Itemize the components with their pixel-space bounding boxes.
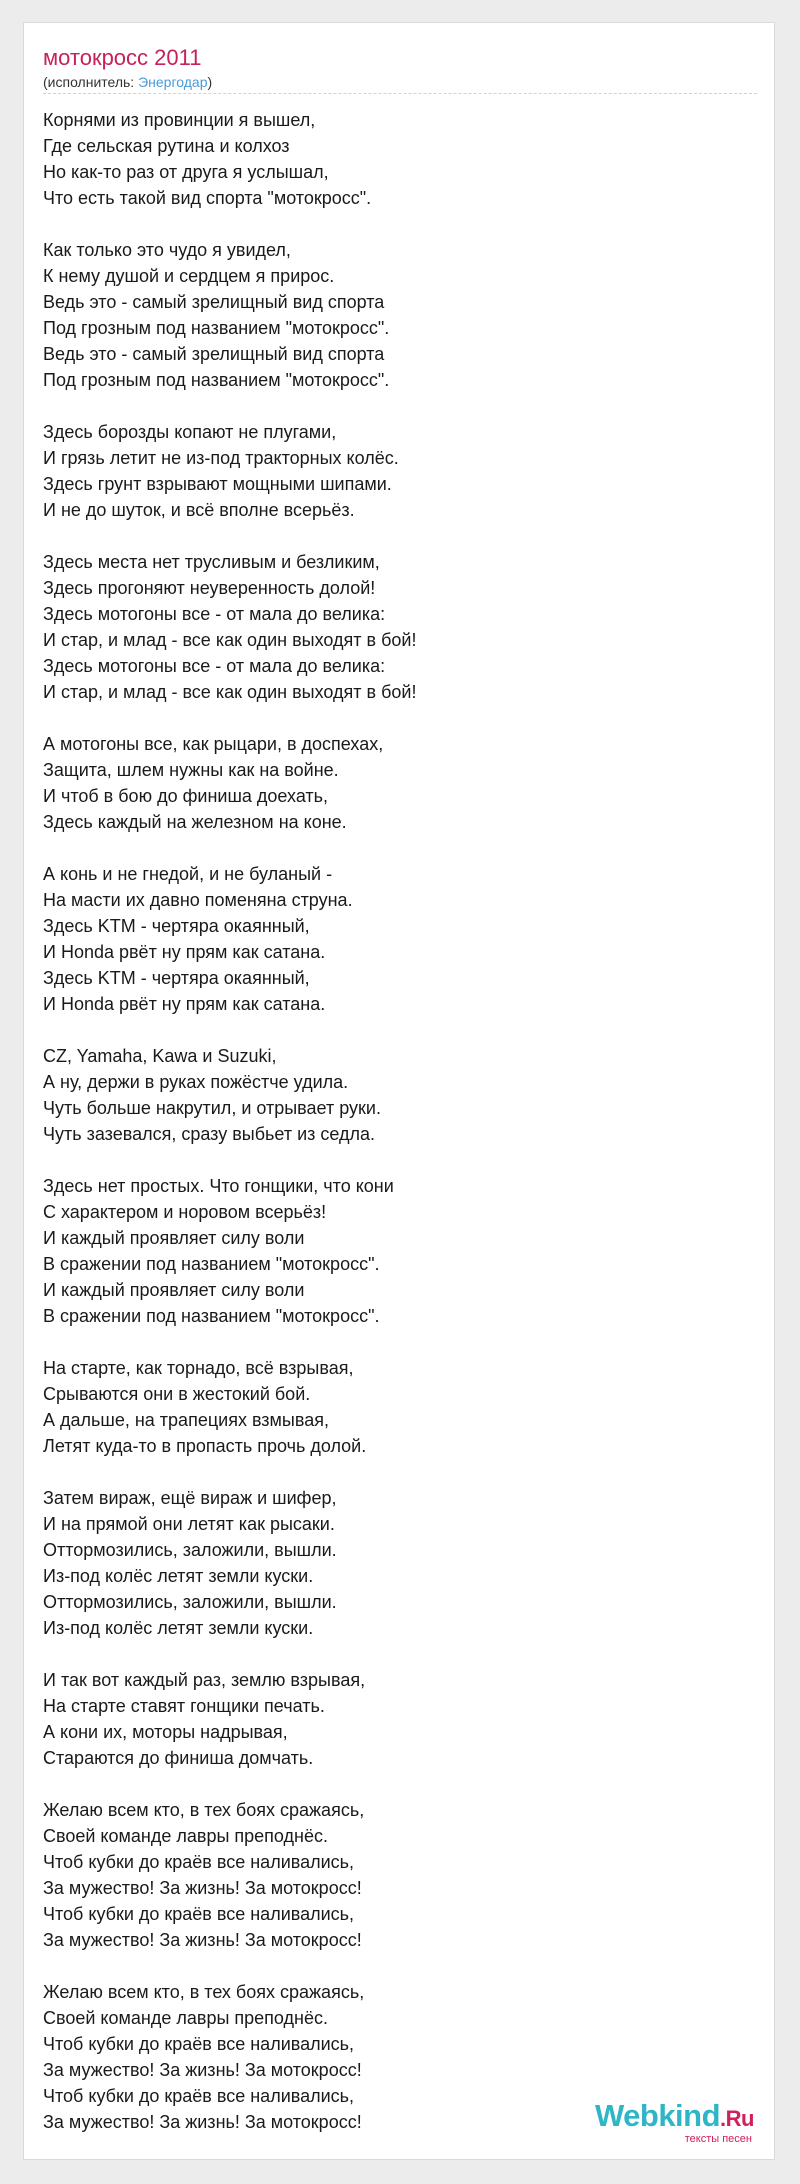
lyric-line: Здесь мотогоны все - от мала до велика:	[43, 656, 386, 676]
title-divider	[43, 93, 757, 94]
lyric-line: Как только это чудо я увидел,	[43, 240, 291, 260]
lyric-line: И стар, и млад - все как один выходят в бой!	[43, 682, 417, 702]
lyric-line: Из-под колёс летят земли куски.	[43, 1566, 314, 1586]
lyric-line: За мужество! За жизнь! За мотокросс!	[43, 1930, 362, 1950]
lyric-line: И чтоб в бою до финиша доехать,	[43, 786, 329, 806]
lyric-line: К нему душой и сердцем я прирос.	[43, 266, 335, 286]
lyric-line: Здесь прогоняют неуверенность долой!	[43, 578, 376, 598]
lyric-line: Летят куда-то в пропасть прочь долой.	[43, 1436, 367, 1456]
lyric-line: Чуть больше накрутил, и отрывает руки.	[43, 1098, 381, 1118]
lyric-line: Здесь грунт взрывают мощными шипами.	[43, 474, 392, 494]
artist-line	[43, 73, 212, 91]
artist-link[interactable]: Энергодар	[138, 74, 208, 90]
lyric-line: Где сельская рутина и колхоз	[43, 136, 290, 156]
stanza	[43, 1355, 743, 1459]
lyric-line: Здесь каждый на железном на коне.	[43, 812, 347, 832]
lyric-line: И стар, и млад - все как один выходят в бой!	[43, 630, 417, 650]
lyric-line: Здесь KTM - чертяра окаянный,	[43, 916, 310, 936]
lyrics-body	[43, 107, 743, 2161]
lyric-line: А кони их, моторы надрывая,	[43, 1722, 288, 1742]
lyric-line: И так вот каждый раз, землю взрывая,	[43, 1670, 366, 1690]
lyric-line: Ведь это - самый зрелищный вид спорта	[43, 292, 385, 312]
lyric-line: А конь и не гнедой, и не буланый -	[43, 864, 333, 884]
lyric-line: И каждый проявляет силу воли	[43, 1280, 305, 1300]
stanza	[43, 1797, 743, 1953]
lyric-line: В сражении под названием "мотокросс".	[43, 1254, 380, 1274]
brand-name: Webkind	[594, 2098, 721, 2133]
lyric-line: Чтоб кубки до краёв все наливались,	[43, 2086, 355, 2106]
brand-wordmark	[595, 2100, 754, 2135]
lyric-line: CZ, Yamaha, Kawa и Suzuki,	[43, 1046, 277, 1066]
lyric-line: Оттормозились, заложили, вышли.	[43, 1592, 337, 1612]
stanza	[43, 861, 743, 1017]
lyric-line: За мужество! За жизнь! За мотокросс!	[43, 2060, 362, 2080]
lyric-line: Под грозным под названием "мотокросс".	[43, 370, 390, 390]
lyric-line: С характером и норовом всерьёз!	[43, 1202, 327, 1222]
lyric-line: Из-под колёс летят земли куски.	[43, 1618, 314, 1638]
artist-suffix: )	[207, 74, 213, 90]
lyric-line: Здесь борозды копают не плугами,	[43, 422, 337, 442]
brand-tagline: тексты песен	[684, 2133, 752, 2145]
lyric-line: Затем вираж, ещё вираж и шифер,	[43, 1488, 337, 1508]
lyric-line: Стараются до финиша домчать.	[43, 1748, 314, 1768]
lyric-line: И на прямой они летят как рысаки.	[43, 1514, 335, 1534]
lyric-line: И грязь летит не из-под тракторных колёс.	[43, 448, 399, 468]
artist-prefix: (исполнитель:	[43, 74, 139, 90]
stanza	[43, 419, 743, 523]
lyric-line: Но как-то раз от друга я услышал,	[43, 162, 329, 182]
lyric-line: Своей команде лавры преподнёс.	[43, 2008, 328, 2028]
lyric-line: Защита, шлем нужны как на войне.	[43, 760, 339, 780]
lyric-line: Срываются они в жестокий бой.	[43, 1384, 311, 1404]
lyric-line: Здесь нет простых. Что гонщики, что кони	[43, 1176, 394, 1196]
lyric-line: И Honda рвёт ну прям как сатана.	[43, 994, 326, 1014]
webkind-logo[interactable]	[595, 2100, 754, 2145]
stanza	[43, 1043, 743, 1147]
stanza	[43, 549, 743, 705]
lyric-line: За мужество! За жизнь! За мотокросс!	[43, 2112, 362, 2132]
lyric-line: Корнями из провинции я вышел,	[43, 110, 316, 130]
lyric-line: За мужество! За жизнь! За мотокросс!	[43, 1878, 362, 1898]
lyric-line: И каждый проявляет силу воли	[43, 1228, 305, 1248]
stanza	[43, 107, 743, 211]
lyric-line: Чуть зазевался, сразу выбьет из седла.	[43, 1124, 376, 1144]
lyric-line: Здесь KTM - чертяра окаянный,	[43, 968, 310, 988]
lyric-line: И Honda рвёт ну прям как сатана.	[43, 942, 326, 962]
stanza	[43, 731, 743, 835]
stanza	[43, 1667, 743, 1771]
lyric-line: Что есть такой вид спорта "мотокросс".	[43, 188, 372, 208]
lyric-line: Желаю всем кто, в тех боях сражаясь,	[43, 1800, 365, 1820]
lyrics-card	[23, 22, 775, 2160]
lyric-line: Под грозным под названием "мотокросс".	[43, 318, 390, 338]
lyric-line: Здесь мотогоны все - от мала до велика:	[43, 604, 386, 624]
brand-tld: .Ru	[720, 2106, 754, 2131]
stanza	[43, 237, 743, 393]
lyric-line: На старте, как торнадо, всё взрывая,	[43, 1358, 354, 1378]
lyric-line: В сражении под названием "мотокросс".	[43, 1306, 380, 1326]
lyric-line: Чтоб кубки до краёв все наливались,	[43, 2034, 355, 2054]
lyric-line: Оттормозились, заложили, вышли.	[43, 1540, 337, 1560]
lyric-line: А мотогоны все, как рыцари, в доспехах,	[43, 734, 384, 754]
lyric-line: Желаю всем кто, в тех боях сражаясь,	[43, 1982, 365, 2002]
lyric-line: А дальше, на трапециях взмывая,	[43, 1410, 329, 1430]
lyric-line: Здесь места нет трусливым и безликим,	[43, 552, 380, 572]
lyric-line: Чтоб кубки до краёв все наливались,	[43, 1852, 355, 1872]
lyric-line: Чтоб кубки до краёв все наливались,	[43, 1904, 355, 1924]
lyric-line: Ведь это - самый зрелищный вид спорта	[43, 344, 385, 364]
lyric-line: А ну, держи в руках пожёстче удила.	[43, 1072, 349, 1092]
lyric-line: На масти их давно поменяна струна.	[43, 890, 353, 910]
lyric-line: На старте ставят гонщики печать.	[43, 1696, 325, 1716]
song-title: мотокросс 2011	[43, 45, 202, 70]
stanza	[43, 1173, 743, 1329]
lyric-line: И не до шуток, и всё вполне всерьёз.	[43, 500, 355, 520]
lyric-line: Своей команде лавры преподнёс.	[43, 1826, 328, 1846]
stanza	[43, 1485, 743, 1641]
